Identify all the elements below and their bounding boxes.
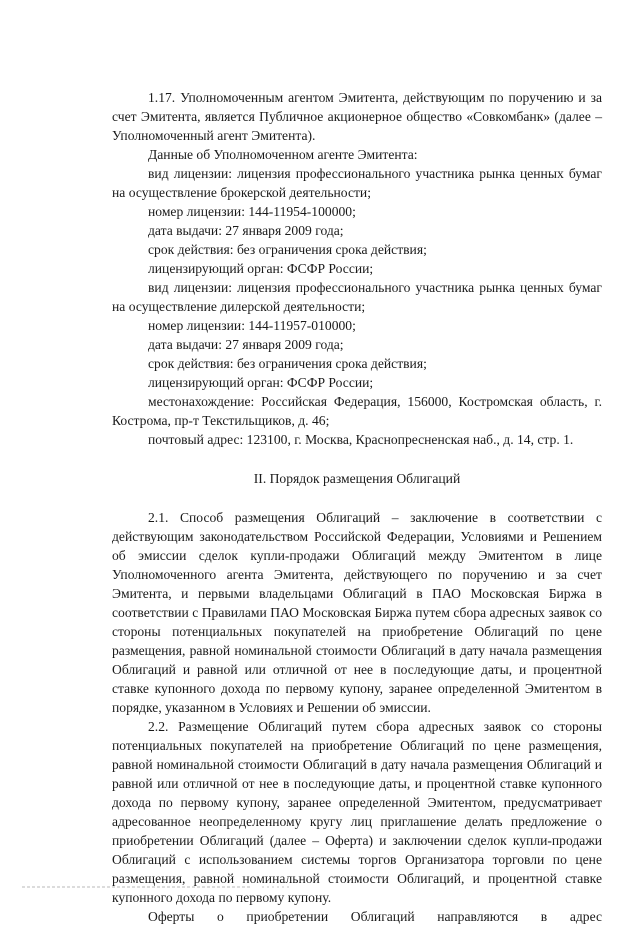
license2-type: вид лицензии: лицензия профессионального участника рынка ценных бумаг на осуществление дилерской деятельности; [112,280,602,314]
license1-type: вид лицензии: лицензия профессионального участника рынка ценных бумаг на осуществление брокерской деятельности; [112,166,602,200]
license2-number: номер лицензии: 144-11957-010000; [148,318,356,333]
document-body [112,88,602,926]
section-heading: II. Порядок размещения Облигаций [253,471,461,486]
agent-data-header: Данные об Уполномоченном агенте Эмитента: [148,147,418,162]
license2-date: дата выдачи: 27 января 2009 года; [148,337,344,352]
license1-number: номер лицензии: 144-11954-100000; [148,204,356,219]
scan-footer-artifact [0,882,640,892]
clause-2-2-continuation: Оферты о приобретении Облигаций направляются в адрес [148,909,602,924]
clause-2-1: 2.1. Способ размещения Облигаций – заключение в соответствии с действующим законодательством Российской Федерации, Условиями и Решением об эмиссии сделок купли-продажи Облигаций между Эмитентом в лице Уполномоченного агента Эмитента, действующего по поручению и за счет Эмитента, и первыми владельцами Облигаций в ПАО Московская Биржа в соответствии с Правилами ПАО Московская Биржа путем сбора адресных заявок со стороны потенциальных покупателей на приобретение Облигаций по цене размещения, равной номинальной стоимости Облигаций в дату начала размещения Облигаций и равной или отличной от нее в последующие даты, и процентной ставке купонного дохода по первому купону, заранее определенной Эмитентом в порядке, указанном в Условиях и Решении об эмиссии. [112,510,602,715]
clause-2-2: 2.2. Размещение Облигаций путем сбора адресных заявок со стороны потенциальных покупателей на приобретение Облигаций по цене размещения, равной номинальной стоимости Облигаций в дату начала размещения Облигаций и равной или отличной от нее в последующие даты, и процентной ставке купонного дохода по первому купону, заранее определенной Эмитентом, предусматривает адресованное неопределенному кругу лиц приглашение делать предложение о приобретении Облигаций (далее – Оферта) и заключении сделок купли-продажи Облигаций с использованием системы торгов Организатора торговли по цене размещения, равной номинальной стоимости Облигаций, и процентной ставке купонного дохода по первому купону. [112,719,602,905]
license1-authority: лицензирующий орган: ФСФР России; [148,261,374,276]
agent-location: местонахождение: Российская Федерация, 156000, Костромская область, г. Кострома, пр-т Текстильщиков, д. 46; [112,394,602,428]
license2-term: срок действия: без ограничения срока действия; [148,356,427,371]
agent-postal-address: почтовый адрес: 123100, г. Москва, Краснопресненская наб., д. 14, стр. 1. [148,432,574,447]
clause-1-17: 1.17. Уполномоченным агентом Эмитента, действующим по поручению и за счет Эмитента, является Публичное акционерное общество «Совкомбанк» (далее – Уполномоченный агент Эмитента). [112,90,602,143]
license2-authority: лицензирующий орган: ФСФР России; [148,375,374,390]
license1-date: дата выдачи: 27 января 2009 года; [148,223,344,238]
license1-term: срок действия: без ограничения срока действия; [148,242,427,257]
